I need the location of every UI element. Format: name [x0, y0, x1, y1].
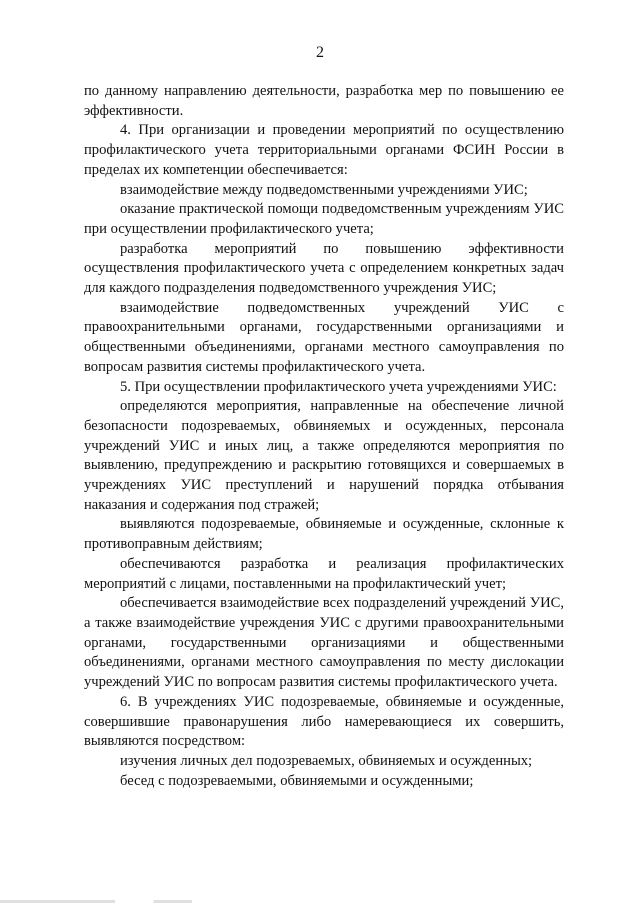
paragraph-subitem: бесед с подозреваемыми, обвиняемыми и осужденными; [120, 772, 474, 789]
paragraph-item-5: 5. При осуществлении профилактического учета учреждениями УИС: [120, 378, 557, 395]
paragraph-subitem: обеспечивается взаимодействие всех подразделений учреждений УИС, а также взаимодействие учреждения УИС с другими правоохранительными органами, государственными организациями и общественными объединениями, органами местного самоуправления по месту дислокации учреждений УИС по вопросам развития системы профилактического учета. [84, 595, 564, 691]
paragraph-item-4: 4. При организации и проведении мероприятий по осуществлению профилактического учета территориальными органами ФСИН России в пределах их компетенции обеспечивается: [84, 122, 564, 178]
paragraph-continuation: по данному направлению деятельности, разработка мер по повышению ее эффективности. [84, 83, 564, 119]
paragraph-subitem: взаимодействие подведомственных учреждений УИС с правоохранительными органами, государственными организациями и общественными объединениями, органами местного самоуправления по вопросам развития системы профилактического учета. [84, 299, 564, 375]
paragraph-subitem: обеспечиваются разработка и реализация профилактических мероприятий с лицами, поставленными на профилактический учет; [84, 555, 564, 592]
paragraph-subitem: изучения личных дел подозреваемых, обвиняемых и осужденных; [120, 752, 533, 769]
paragraph-subitem: разработка мероприятий по повышению эффективности осуществления профилактического учета с определением конкретных задач для каждого подразделения подведомственного учреждения УИС; [84, 240, 564, 297]
paragraph-item-6: 6. В учреждениях УИС подозреваемые, обвиняемые и осужденные, совершившие правонарушения либо намеревающиеся их совершить, выявляются посредством: [84, 693, 564, 750]
paragraph-subitem: оказание практической помощи подведомственным учреждениям УИС при осуществлении профилактического учета; [84, 201, 564, 237]
paragraph-subitem: выявляются подозреваемые, обвиняемые и осужденные, склонные к противоправным действиям; [84, 516, 564, 553]
paragraph-subitem: взаимодействие между подведомственными учреждениями УИС; [120, 181, 528, 198]
document-body [84, 82, 564, 791]
paragraph-subitem: определяются мероприятия, направленные на обеспечение личной безопасности подозреваемых, обвиняемых и осужденных, персонала учреждений УИС и иных лиц, а также определяются мероприятия по выявлению, предупреждению и раскрытию готовящихся и совершаемых в учреждениях УИС преступлений и нарушений порядка отбывания наказания и содержания под стражей; [84, 398, 564, 513]
page-number: 2 [316, 44, 324, 61]
